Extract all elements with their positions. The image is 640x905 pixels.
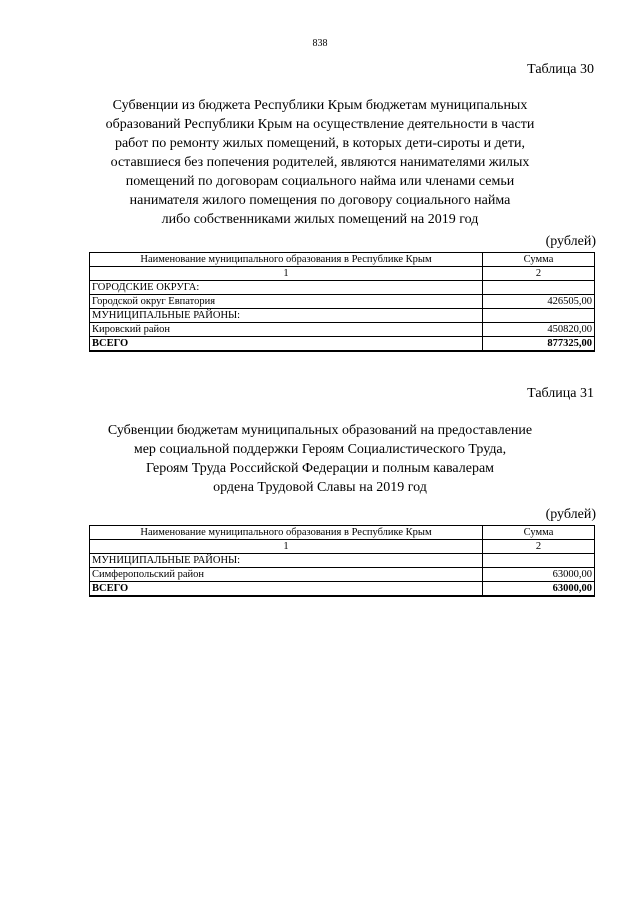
row-name: Городской округ Евпатория <box>90 295 483 309</box>
table31-heading-line: мер социальной поддержки Героям Социалистического Труда, <box>133 442 507 457</box>
total-row <box>90 337 595 352</box>
row-name: Симферопольский район <box>90 568 483 582</box>
row-sum: 426505,00 <box>483 295 595 309</box>
row-name: Кировский район <box>90 323 483 337</box>
table-row <box>90 281 595 295</box>
column-header-name: Наименование муниципального образования в Республике Крым <box>90 253 483 267</box>
row-sum <box>483 554 595 568</box>
total-label: ВСЕГО <box>90 337 483 352</box>
table-row <box>90 309 595 323</box>
column-header-sum: Сумма <box>483 253 595 267</box>
total-sum: 877325,00 <box>483 337 595 352</box>
table30-heading-line: Субвенции из бюджета Республики Крым бюджетам муниципальных <box>112 98 528 113</box>
table30-unit: (рублей) <box>545 234 596 249</box>
table30-heading-line: нанимателя жилого помещения по договору социального найма <box>129 193 511 208</box>
row-sum: 63000,00 <box>483 568 595 582</box>
column-header-sum: Сумма <box>483 526 595 540</box>
table30-heading-line: либо собственниками жилых помещений на 2019 год <box>161 212 479 227</box>
column-number: 2 <box>483 267 595 281</box>
table-row <box>90 323 595 337</box>
column-number: 2 <box>483 540 595 554</box>
row-name: МУНИЦИПАЛЬНЫЕ РАЙОНЫ: <box>90 309 483 323</box>
column-number: 1 <box>90 540 483 554</box>
row-name: МУНИЦИПАЛЬНЫЕ РАЙОНЫ: <box>90 554 483 568</box>
table30-heading-line: оставшиеся без попечения родителей, являются нанимателями жилых <box>110 155 530 170</box>
row-sum <box>483 281 595 295</box>
table-row <box>90 554 595 568</box>
page-number: 838 <box>312 38 328 49</box>
table30-label: Таблица 30 <box>527 62 594 77</box>
table31-label: Таблица 31 <box>527 386 594 401</box>
table30 <box>89 252 595 352</box>
table-row <box>90 568 595 582</box>
total-label: ВСЕГО <box>90 582 483 597</box>
row-sum <box>483 309 595 323</box>
table30-heading-line: работ по ремонту жилых помещений, в которых дети-сироты и дети, <box>114 136 526 151</box>
table31-heading <box>0 421 640 497</box>
column-header-name: Наименование муниципального образования в Республике Крым <box>90 526 483 540</box>
table-header-row <box>90 526 595 540</box>
table30-heading-line: помещений по договорам социального найма или членами семьи <box>125 174 515 189</box>
table31-heading-line: Субвенции бюджетам муниципальных образований на предоставление <box>107 423 533 438</box>
total-row <box>90 582 595 597</box>
total-sum: 63000,00 <box>483 582 595 597</box>
table31-heading-line: Героям Труда Российской Федерации и полным кавалерам <box>145 461 495 476</box>
table30-heading-line: образований Республики Крым на осуществление деятельности в части <box>105 117 535 132</box>
table31-unit: (рублей) <box>545 507 596 522</box>
row-name: ГОРОДСКИЕ ОКРУГА: <box>90 281 483 295</box>
table-row <box>90 295 595 309</box>
row-sum: 450820,00 <box>483 323 595 337</box>
column-number: 1 <box>90 267 483 281</box>
column-number-row <box>90 267 595 281</box>
table31-heading-line: ордена Трудовой Славы на 2019 год <box>213 480 427 495</box>
table31 <box>89 525 595 597</box>
table-header-row <box>90 253 595 267</box>
column-number-row <box>90 540 595 554</box>
table30-heading <box>0 96 640 229</box>
